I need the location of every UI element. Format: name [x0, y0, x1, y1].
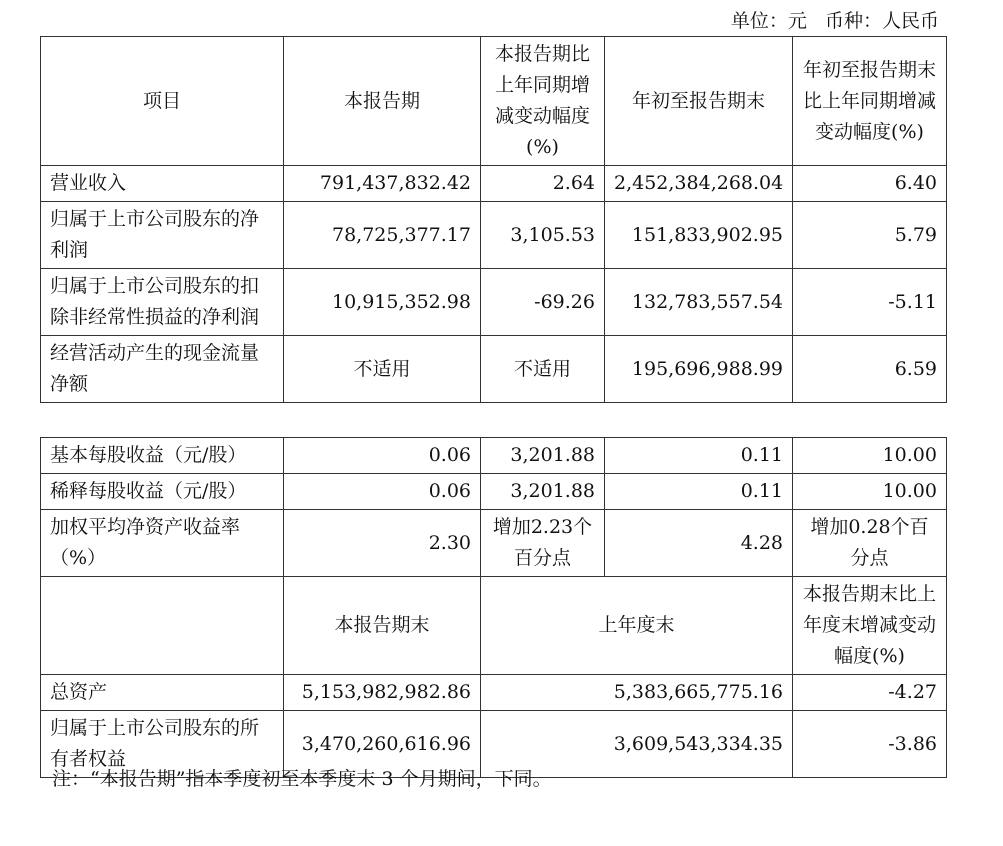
table-row: [41, 336, 947, 403]
cell-value: -69.26: [481, 269, 605, 336]
table-row: [41, 474, 947, 510]
financial-table-main: [40, 36, 947, 403]
row-label: 总资产: [41, 675, 284, 711]
cell-value: 0.06: [284, 438, 481, 474]
table-row: [41, 202, 947, 269]
cell-value: 0.11: [605, 438, 793, 474]
subheader-prior-year-end: 上年度末: [481, 577, 793, 675]
cell-value: -5.11: [793, 269, 947, 336]
subheader-change: 本报告期末比上年度末增减变动幅度(%): [793, 577, 947, 675]
cell-value: -3.86: [793, 711, 947, 778]
cell-value: 2.30: [284, 510, 481, 577]
cell-value: 3,470,260,616.96: [284, 711, 481, 778]
header-item: 项目: [41, 37, 284, 166]
cell-value: -4.27: [793, 675, 947, 711]
table-row: [41, 675, 947, 711]
cell-value: 增加0.28个百分点: [793, 510, 947, 577]
row-label: 归属于上市公司股东的所有者权益: [41, 711, 284, 778]
cell-value: 151,833,902.95: [605, 202, 793, 269]
cell-value: 0.11: [605, 474, 793, 510]
table-row: [41, 510, 947, 577]
row-label: 归属于上市公司股东的扣除非经常性损益的净利润: [41, 269, 284, 336]
financial-table-secondary: [40, 437, 947, 778]
cell-value: 6.40: [793, 166, 947, 202]
table-row: [41, 166, 947, 202]
cell-value: 增加2.23个百分点: [481, 510, 605, 577]
table-row: [41, 269, 947, 336]
cell-value: 6.59: [793, 336, 947, 403]
cell-value: 132,783,557.54: [605, 269, 793, 336]
cell-value: 不适用: [284, 336, 481, 403]
subheader-period-end: 本报告期末: [284, 577, 481, 675]
cell-value: 不适用: [481, 336, 605, 403]
cell-value: 3,201.88: [481, 474, 605, 510]
header-current-period: 本报告期: [284, 37, 481, 166]
cell-value: 195,696,988.99: [605, 336, 793, 403]
cell-value: 3,105.53: [481, 202, 605, 269]
cell-value: 0.06: [284, 474, 481, 510]
header-ytd-change: 年初至报告期末比上年同期增减变动幅度(%): [793, 37, 947, 166]
cell-value: 78,725,377.17: [284, 202, 481, 269]
cell-value: 5.79: [793, 202, 947, 269]
row-label: 加权平均净资产收益率（%）: [41, 510, 284, 577]
cell-value: 3,609,543,334.35: [481, 711, 793, 778]
row-label: 经营活动产生的现金流量净额: [41, 336, 284, 403]
table-row: [41, 438, 947, 474]
footnote: 注：“本报告期”指本季度初至本季度末 3 个月期间，下同。: [52, 768, 552, 790]
cell-value: 5,383,665,775.16: [481, 675, 793, 711]
table-header-row: [41, 37, 947, 166]
cell-value: 2.64: [481, 166, 605, 202]
header-ytd: 年初至报告期末: [605, 37, 793, 166]
cell-value: 10,915,352.98: [284, 269, 481, 336]
row-label: 稀释每股收益（元/股）: [41, 474, 284, 510]
cell-value: 3,201.88: [481, 438, 605, 474]
cell-value: 10.00: [793, 438, 947, 474]
header-current-change: 本报告期比上年同期增减变动幅度(%): [481, 37, 605, 166]
cell-value: 791,437,832.42: [284, 166, 481, 202]
row-label: 基本每股收益（元/股）: [41, 438, 284, 474]
cell-value: 4.28: [605, 510, 793, 577]
table-subheader-row: [41, 577, 947, 675]
cell-value: 5,153,982,982.86: [284, 675, 481, 711]
row-label: 营业收入: [41, 166, 284, 202]
unit-currency-line: 单位：元 币种：人民币: [730, 10, 939, 32]
cell-value: 2,452,384,268.04: [605, 166, 793, 202]
subheader-blank: [41, 577, 284, 675]
row-label: 归属于上市公司股东的净利润: [41, 202, 284, 269]
cell-value: 10.00: [793, 474, 947, 510]
